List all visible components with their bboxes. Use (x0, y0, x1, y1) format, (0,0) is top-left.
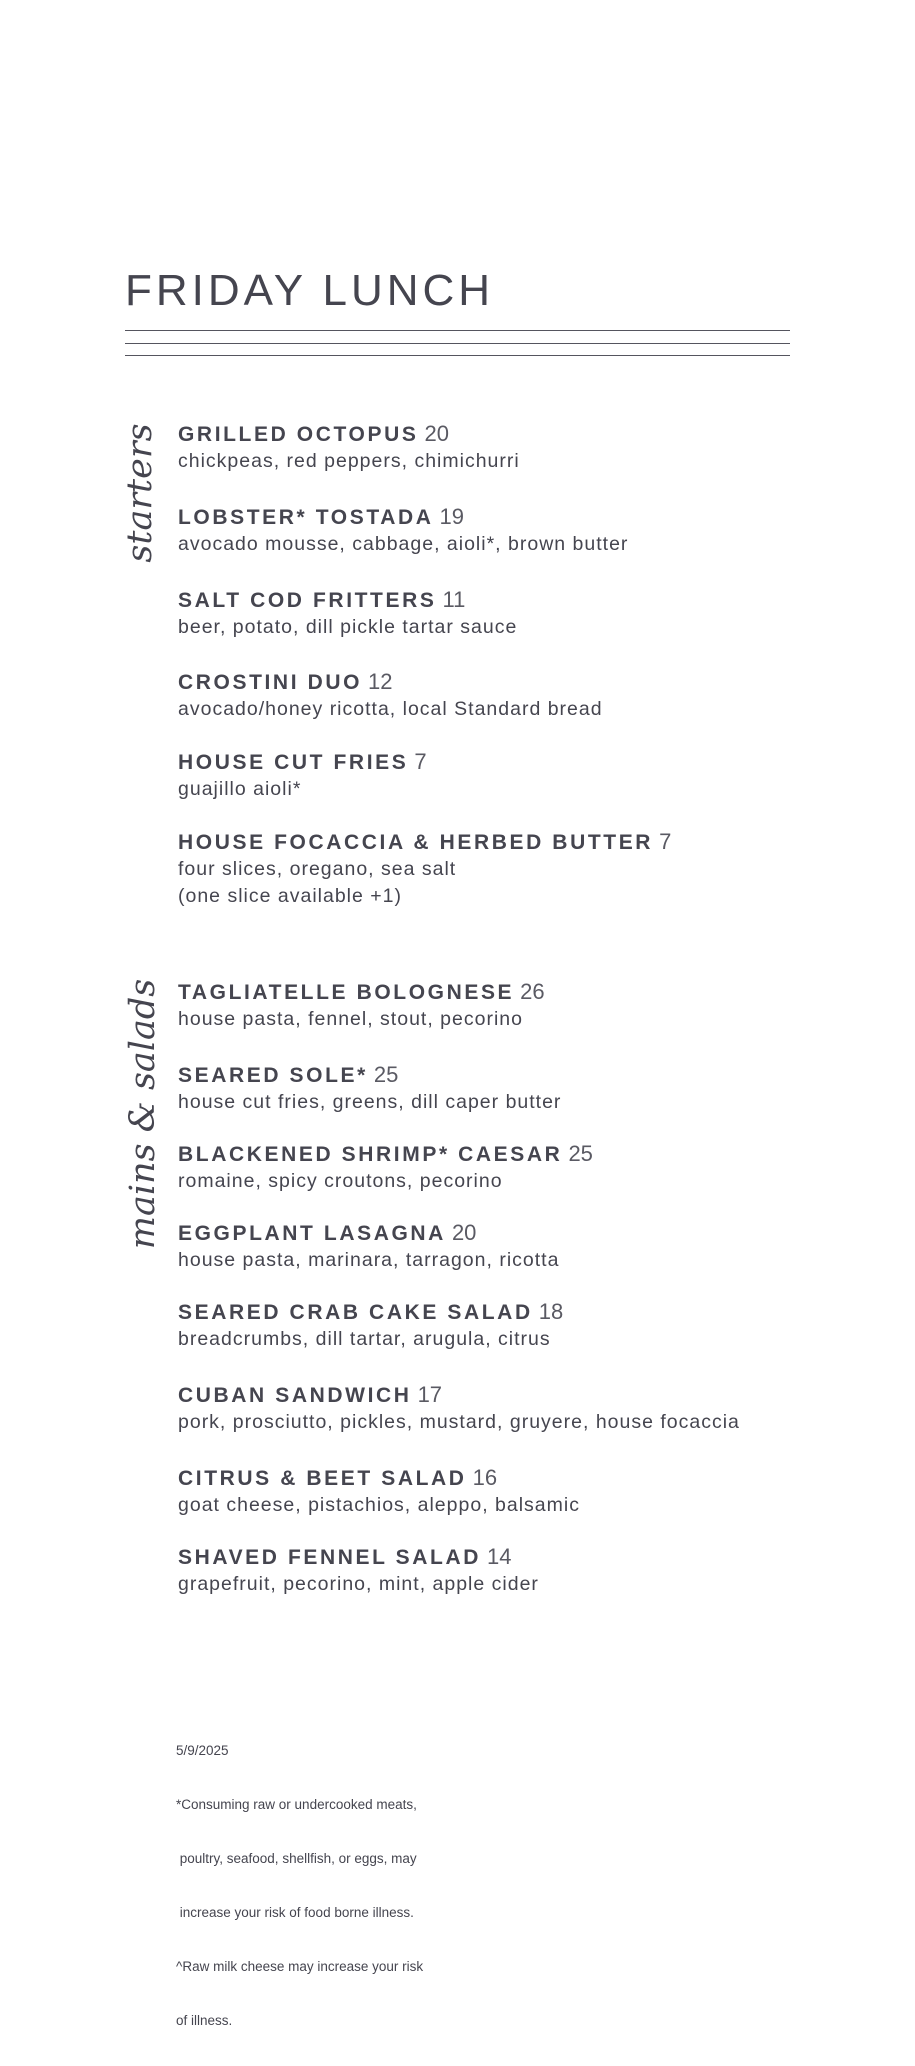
menu-item-price: 26 (520, 979, 545, 1004)
menu-item (178, 1298, 563, 1353)
menu-item-heading (178, 586, 517, 614)
menu-item-name: BLACKENED SHRIMP* CAESAR (178, 1143, 563, 1166)
menu-item-name: SHAVED FENNEL SALAD (178, 1546, 481, 1569)
menu-item-name: CUBAN SANDWICH (178, 1384, 412, 1407)
section-label-mains-salads: mains & salads (123, 978, 163, 1250)
menu-item-name: SEARED CRAB CAKE SALAD (178, 1301, 533, 1324)
section-label-starters: starters (120, 423, 160, 563)
menu-item-name: HOUSE CUT FRIES (178, 751, 409, 774)
menu-item-description: four slices, oregano, sea salt (178, 858, 457, 880)
menu-item-name: HOUSE FOCACCIA & HERBED BUTTER (178, 831, 654, 854)
menu-item-heading (178, 748, 427, 776)
menu-item-heading (178, 420, 520, 448)
menu-item-price: 14 (486, 1544, 512, 1569)
menu-item (178, 1543, 539, 1598)
menu-item-description: breadcrumbs, dill tartar, arugula, citrus (178, 1328, 551, 1350)
menu-item-price: 11 (442, 587, 466, 612)
menu-item (178, 1140, 593, 1195)
menu-item-name: SEARED SOLE* (178, 1064, 368, 1087)
menu-item-name: TAGLIATELLE BOLOGNESE (178, 981, 515, 1004)
menu-item-price: 7 (414, 749, 427, 774)
menu-item-description: grapefruit, pecorino, mint, apple cider (178, 1573, 539, 1595)
menu-item (178, 828, 671, 910)
menu-item-price: 20 (424, 421, 449, 446)
menu-item (178, 1219, 559, 1274)
menu-item-heading (178, 503, 628, 531)
menu-item-price: 20 (451, 1220, 477, 1245)
menu-item-description: avocado mousse, cabbage, aioli*, brown butter (178, 533, 629, 555)
divider-rule-top (125, 330, 790, 331)
divider-rule-bottom (125, 355, 790, 356)
menu-item-heading (178, 668, 603, 696)
menu-item-price: 18 (538, 1299, 564, 1324)
menu-item-name: GRILLED OCTOPUS (178, 423, 419, 446)
menu-item-heading (178, 1298, 563, 1326)
menu-item-heading (178, 1219, 559, 1247)
menu-item-heading (178, 1061, 561, 1089)
menu-item-name: CROSTINI DUO (178, 671, 363, 694)
divider-rule-middle (125, 343, 790, 344)
menu-item (178, 1464, 580, 1519)
menu-item-name: CITRUS & BEET SALAD (178, 1467, 467, 1490)
menu-item-description: guajillo aioli* (178, 778, 302, 800)
menu-item-description: beer, potato, dill pickle tartar sauce (178, 616, 518, 638)
menu-item-price: 25 (568, 1141, 593, 1166)
menu-item-heading (178, 828, 671, 856)
menu-item-price: 17 (417, 1382, 443, 1407)
menu-item (178, 748, 427, 803)
menu-item (178, 586, 517, 641)
menu-item-description: avocado/honey ricotta, local Standard bread (178, 698, 603, 720)
menu-item-heading (178, 978, 545, 1006)
menu-item-name: LOBSTER* TOSTADA (178, 506, 434, 529)
footnote-line: *Consuming raw or undercooked meats, (176, 1797, 417, 1812)
menu-item-description: (one slice available +1) (178, 885, 402, 907)
footnote-line: ^Raw milk cheese may increase your risk (176, 1959, 424, 1974)
menu-item-description: house pasta, fennel, stout, pecorino (178, 1008, 523, 1030)
menu-item-description: house pasta, marinara, tarragon, ricotta (178, 1249, 560, 1271)
footnote-line: increase your risk of food borne illness. (176, 1905, 414, 1920)
footnote-line: of illness. (176, 2013, 233, 2028)
menu-item-heading (178, 1140, 593, 1168)
menu-item-description: romaine, spicy croutons, pecorino (178, 1170, 503, 1192)
menu-item-description: chickpeas, red peppers, chimichurri (178, 450, 520, 472)
menu-item-heading (178, 1464, 580, 1492)
menu-item-price: 7 (659, 829, 672, 854)
footnote-line: poultry, seafood, shellfish, or eggs, may (176, 1851, 417, 1866)
menu-item (178, 420, 520, 475)
menu-item-price: 12 (368, 669, 393, 694)
menu-item-price: 19 (439, 504, 464, 529)
menu-item (178, 978, 545, 1033)
menu-item-description: goat cheese, pistachios, aleppo, balsamic (178, 1494, 580, 1516)
menu-item (178, 503, 628, 558)
menu-item-heading (178, 1381, 740, 1409)
menu-item-description: pork, prosciutto, pickles, mustard, gruyere, house focaccia (178, 1411, 740, 1433)
footnote-date: 5/9/2025 (176, 1743, 229, 1758)
page-title: FRIDAY LUNCH (125, 266, 495, 315)
menu-item-name: EGGPLANT LASAGNA (178, 1222, 446, 1245)
menu-item-price: 25 (373, 1062, 399, 1087)
menu-item (178, 668, 603, 723)
menu-item-name: SALT COD FRITTERS (178, 589, 437, 612)
menu-item-heading (178, 1543, 539, 1571)
menu-item (178, 1061, 561, 1116)
menu-item-price: 16 (472, 1465, 498, 1490)
menu-item (178, 1381, 740, 1436)
menu-item-description: house cut fries, greens, dill caper butter (178, 1091, 562, 1113)
footnote (176, 1706, 423, 2066)
